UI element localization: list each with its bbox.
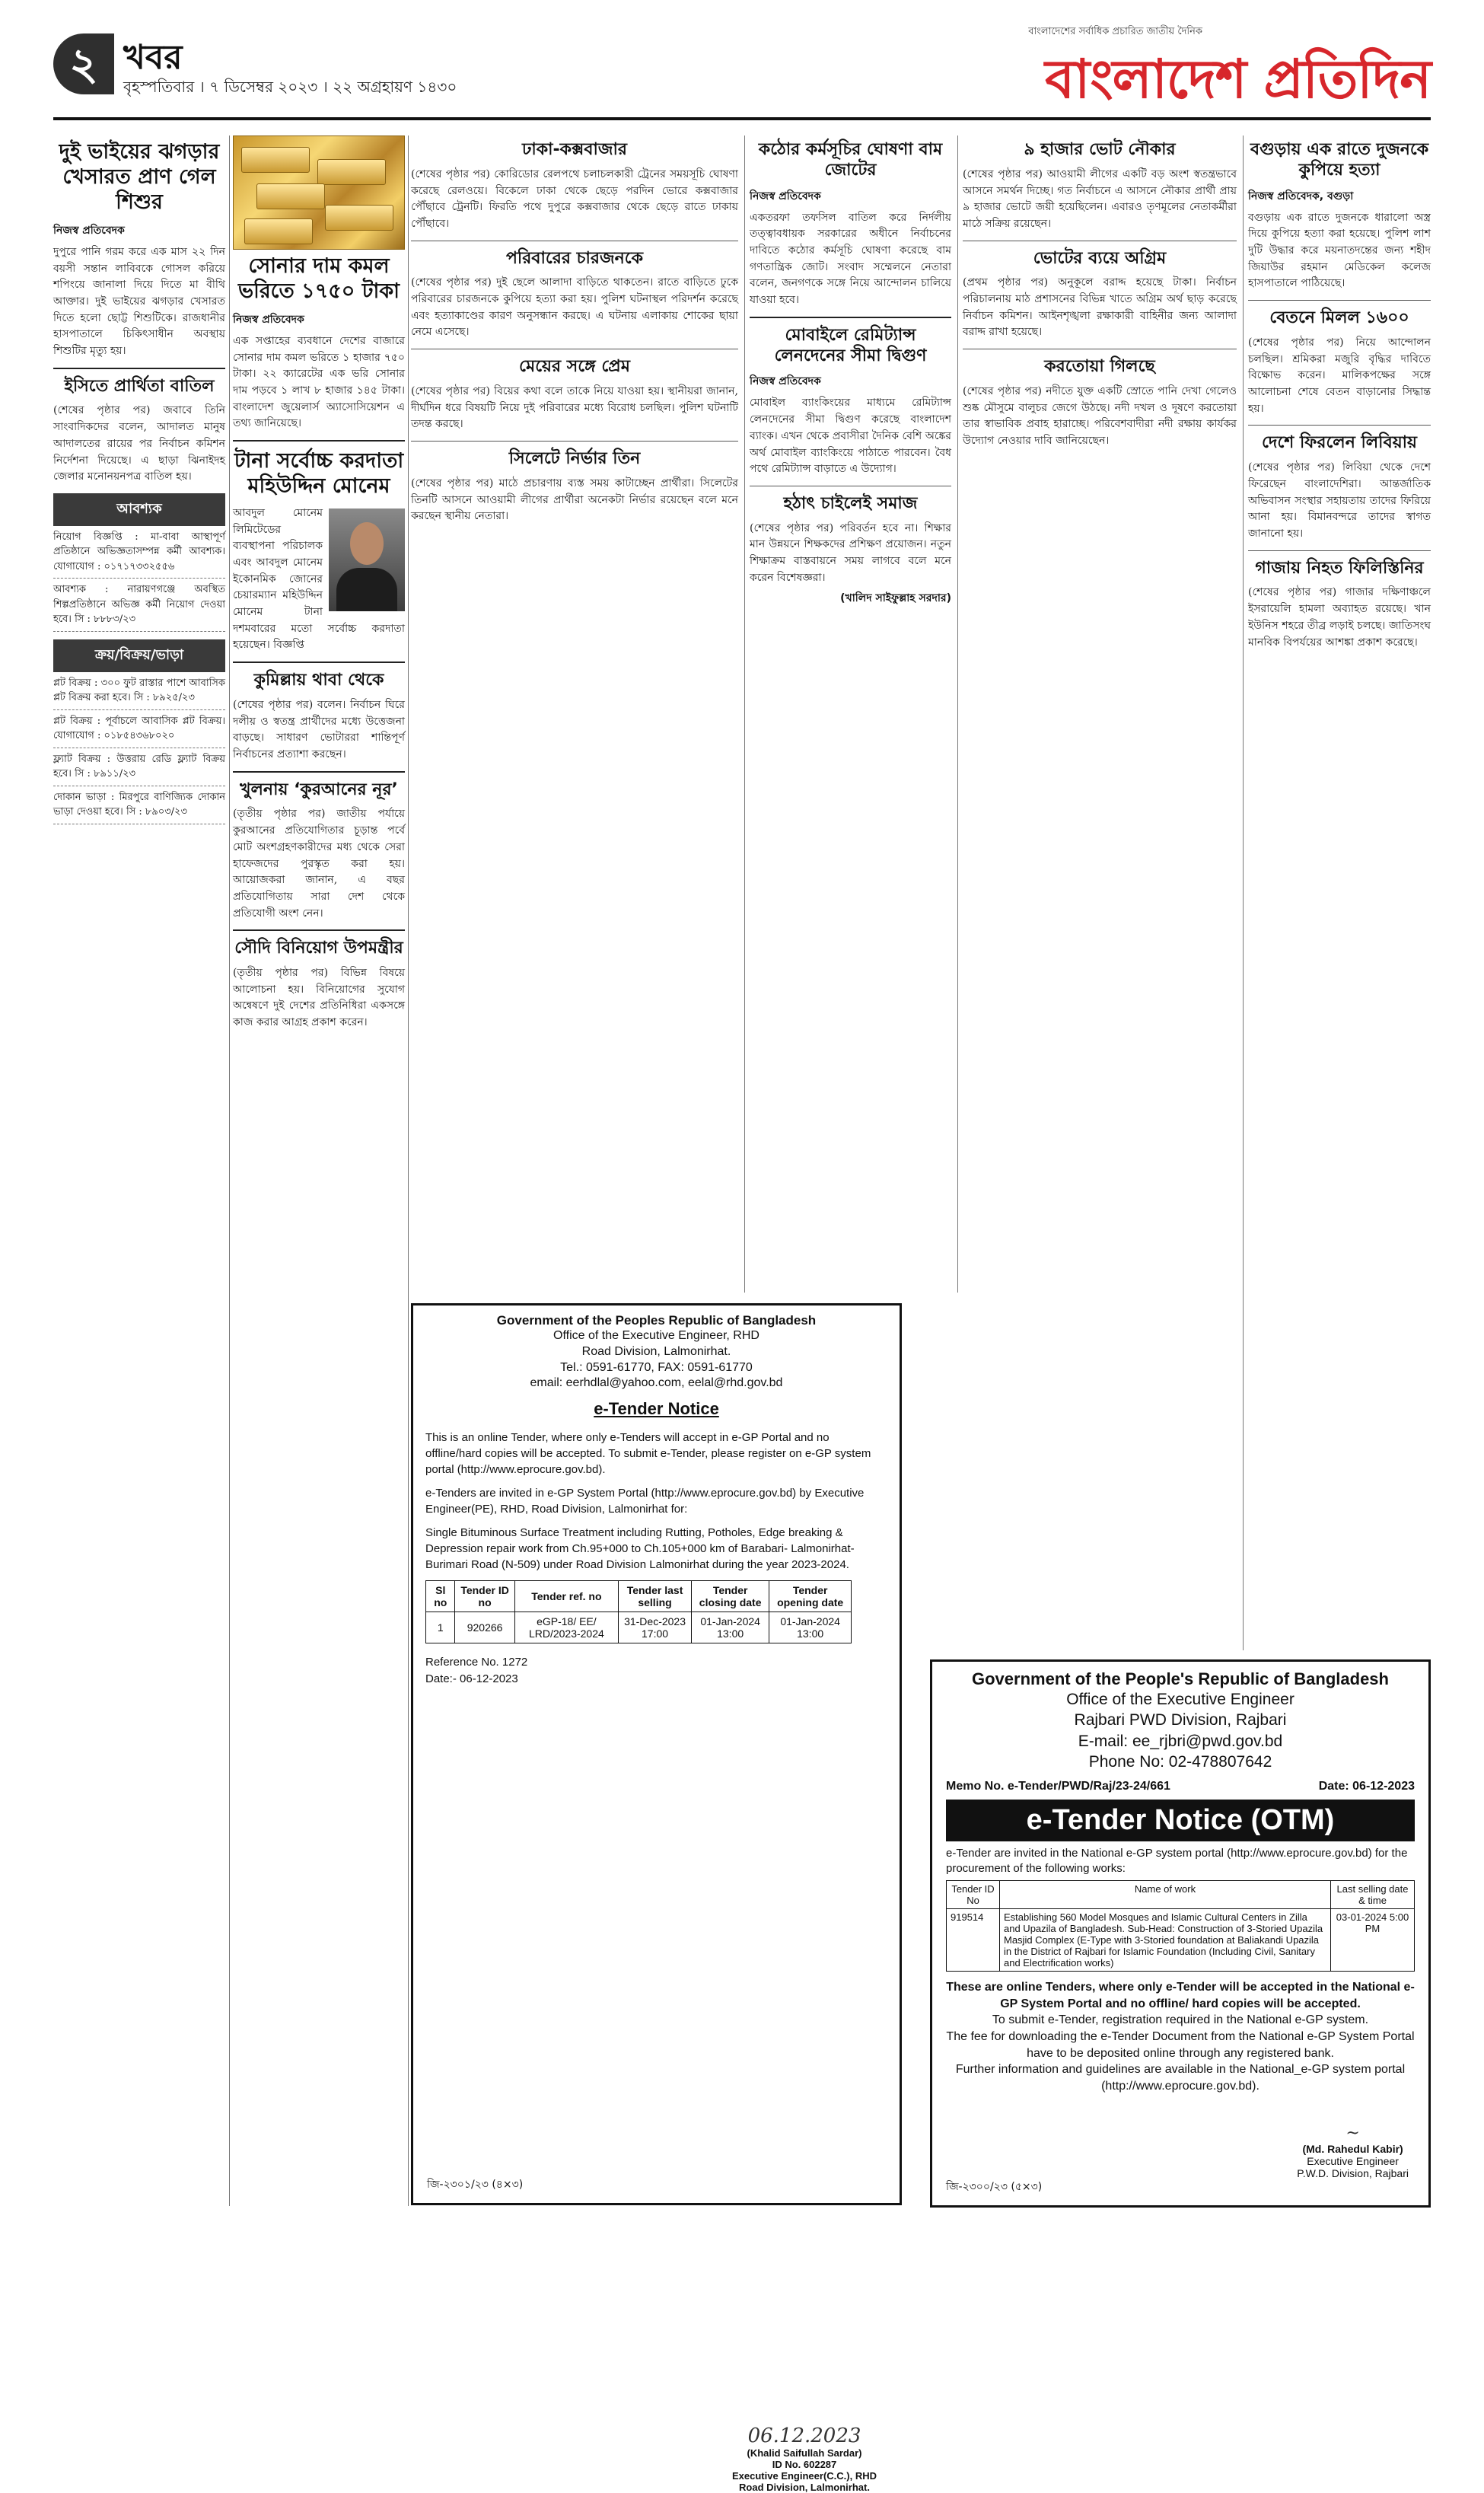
headline-brothers[interactable]: দুই ভাইয়ের ঝগড়ার খেসারত প্রাণ গেল শিশুর (59, 140, 220, 214)
headline-saudi[interactable]: সৌদি বিনিয়োগ উপমন্ত্রীর (234, 939, 403, 958)
article-comilla: (শেষের পৃষ্ঠার পর) বলেন। নির্বাচন ঘিরে দলীয় ও স্বতন্ত্র প্রার্থীদের মধ্যে উত্তেজনা বাড়ছে। সাধারণ ভোটাররা শান্তিপূর্ণ নির্বাচনের প্রত্যাশা করছেন। (233, 698, 405, 760)
tender-contact: Tel.: 0591-61770, FAX: 0591-61770 (560, 1360, 753, 1374)
classified-section-buy-sell: ক্রয়/বিক্রয়/ভাড়া (53, 639, 225, 672)
column-6 (1248, 135, 1431, 1650)
column-separator (744, 135, 745, 1293)
headline-comilla[interactable]: কুমিল্লায় থাবা থেকে (253, 671, 384, 690)
tender-note: These are online Tenders, where only e-Tender will be accepted in the National e-GP System Portal and no offline/ hard copies will be accepted. (946, 1981, 1415, 2010)
table-cell: Establishing 560 Model Mosques and Islamic Cultural Centers in Zilla and Upazila of Bangladesh. Sub-Head: Construction of 3-Storied Upazila Masjid Complex (E-Type with 3-Storied foundation at Baliakandi Upazila in the District of Rajbari for Islamic Foundation (Including Civil, Sanitary and Electrification works) (1000, 1909, 1331, 1972)
masthead-logo[interactable]: বাংলাদেশ প্রতিদিন (1045, 47, 1431, 110)
signature-block (732, 2424, 877, 2493)
tender-office: Office of the Executive Engineer, RHD (553, 1329, 760, 1342)
byline-remittance: নিজস্ব প্রতিবেদক (750, 375, 821, 388)
headline-libya[interactable]: দেশে ফিরলেন লিবিয়ায় (1261, 433, 1418, 453)
column-3 (411, 135, 738, 1293)
headline-dhaka-cox[interactable]: ঢাকা-কক্সবাজার (521, 140, 628, 159)
divider (233, 662, 405, 663)
article-dhaka-cox: (শেষের পৃষ্ঠার পর) কোরিডোর রেলপথে চলাচলকারী ট্রেনের সময়সূচি ঘোষণা করেছে রেলওয়ে। বিকেলে ঢাকা থেকে ছেড়ে পরদিন ভোরে কক্সবাজার পৌঁছাবে ট্রেনটি। ফিরতি পথে দুপুরে কক্সবাজার থেকে ছেড়ে রাতে ঢাকায় পৌঁছাবে। (411, 167, 738, 230)
signer-name: (Md. Rahedul Kabir) (1302, 2143, 1403, 2155)
tender-gov: Government of the People's Republic of Bangladesh (972, 1669, 1389, 1688)
article-salary: (শেষের পৃষ্ঠার পর) নিয়ে আন্দোলন চলছিল। শ্রমিকরা মজুরি বৃদ্ধির দাবিতে বিক্ষোভ করেন। মালিকপক্ষের সঙ্গে আলোচনা শেষে বেতন বাড়ানোর সিদ্ধান্ত হয়। (1248, 336, 1431, 415)
dateline: বৃহস্পতিবার । ৭ ডিসেম্বর ২০২৩ । ২২ অগ্রহায়ণ ১৪৩০ (123, 78, 457, 96)
tender-phone: Phone No: 02-478807642 (1088, 1752, 1272, 1771)
tender-reference: Reference No. 1272 (425, 1656, 528, 1669)
article-left-program: একতরফা তফসিল বাতিল করে নির্দলীয় তত্ত্বাবধায়ক সরকারের অধীনে নির্বাচনের দাবিতে কঠোর কর্মসূচি ঘোষণা করেছে বাম গণতান্ত্রিক জোট। সংবাদ সম্মেলনে নেতারা বলেন, জনগণকে সঙ্গে নিয়ে আন্দোলন চালিয়ে যাওয়া হবে। (750, 211, 951, 307)
headline-family[interactable]: পরিবারের চারজনকে (505, 248, 644, 268)
classified-ad: প্লট বিক্রয় : পূর্বাচলে আবাসিক প্লট বিক্রয়। যোগাযোগ : ০১৮৫৪৩৬৮০২০ (53, 710, 225, 748)
page-number: ২ (53, 33, 114, 94)
tender-date: Date:- 06-12-2023 (425, 1672, 518, 1685)
column-5 (963, 135, 1237, 1293)
signer-id: ID No. 602287 (772, 2459, 837, 2470)
article-gaza: (শেষের পৃষ্ঠার পর) গাজার দক্ষিণাঞ্চলে ইসরায়েলি হামলা অব্যাহত রয়েছে। খান ইউনিস শহরে তীব্র লড়াই চলছে। জাতিসংঘ মানবিক বিপর্যয়ের আশঙ্কা প্রকাশ করেছে। (1248, 586, 1431, 649)
tender-note: Further information and guidelines are available in the National_e-GP system portal (http://www.eprocure.gov.bd). (955, 2063, 1406, 2093)
headline-gold[interactable]: সোনার দাম কমল ভরিতে ১৭৫০ টাকা (237, 254, 400, 303)
table-header: Tender last selling (619, 1581, 692, 1612)
article-sylhet: (শেষের পৃষ্ঠার পর) মাঠে প্রচারণায় ব্যস্ত সময় কাটাচ্ছেন প্রার্থীরা। সিলেটের তিনটি আসনে আওয়ামী লীগের প্রার্থীরা অনেকটা নির্ভার রয়েছেন বলে মনে করছেন স্থানীয় নেতারা। (411, 477, 738, 523)
table-header: Tender ID no (455, 1581, 514, 1612)
byline-gold: নিজস্ব প্রতিবেদক (233, 313, 304, 326)
gold-bars-image (233, 135, 405, 250)
classified-section-wanted: আবশ্যক (53, 493, 225, 526)
classified-ad: দোকান ভাড়া : মিরপুরে বাণিজ্যিক দোকান ভাড়া দেওয়া হবে। সি : ৮৯০৩/২৩ (53, 786, 225, 824)
tender-title: e-Tender Notice (594, 1399, 719, 1419)
tender-notes (946, 1979, 1415, 2094)
column-separator (408, 135, 409, 2206)
table-header: Sl no (426, 1581, 455, 1612)
article-monem: আবদুল মোনেম লিমিটেডের ব্যবস্থাপনা পরিচালক এবং আবদুল মোনেম ইকোনমিক জোনের চেয়ারম্যান মহিউদ্দিন মোনেম টানা দশমবারের মতো সর্বোচ্চ করদাতা হয়েছেন। বিজ্ঞপ্তি (233, 506, 405, 652)
gold-bar-icon (241, 147, 310, 173)
table-cell: 1 (426, 1612, 455, 1643)
ad-code: জি-২৩০১/২৩ (৪×৩) (427, 2179, 524, 2191)
table-header: Tender opening date (769, 1581, 852, 1612)
tender-gov: Government of the Peoples Republic of Bangladesh (496, 1313, 817, 1328)
table-cell: 920266 (455, 1612, 514, 1643)
headline-remittance[interactable]: মোবাইলে রেমিট্যান্স লেনদেনের সীমা দ্বিগুণ (774, 325, 927, 365)
headline-boat[interactable]: ৯ হাজার ভোট নৌকার (1024, 140, 1176, 159)
classified-ad: প্লট বিক্রয় : ৩০০ ফুট রাস্তার পাশে আবাসিক প্লট বিক্রয় করা হবে। সি : ৮৯২৫/২৩ (53, 672, 225, 710)
portrait-face (350, 522, 384, 565)
masthead-tagline: বাংলাদেশের সর্বাধিক প্রচারিত জাতীয় দৈনিক (1028, 26, 1202, 37)
tender-para: This is an online Tender, where only e-Tenders will accept in e-GP Portal and no offline/hard copies will be accepted. To submit e-Tender, please register on e-GP system portal (http://www.eprocure.gov.bd). (425, 1431, 871, 1477)
table-cell: 919514 (947, 1909, 1000, 1972)
tender-notice-rhd (411, 1303, 902, 2493)
photo-credit: (খালিদ সাইফুল্লাহ সরদার) (840, 592, 951, 605)
table-header: Tender ID No (947, 1881, 1000, 1909)
article-remittance: মোবাইল ব্যাংকিংয়ের মাধ্যমে রেমিট্যান্স লেনদেনের সীমা দ্বিগুণ করেছে বাংলাদেশ ব্যাংক। এখন থেকে প্রবাসীরা দৈনিক বেশি অঙ্কের অর্থ মোবাইল ব্যাংকিংয়ে পাঠাতে পারবেন। বৈধ পথে রেমিট্যান্স বাড়াতে এ উদ্যোগ। (750, 397, 951, 476)
section-name: খবর (123, 38, 183, 77)
column-2 (233, 135, 405, 2206)
tender-email[interactable]: email: eerhdlal@yahoo.com, eelal@rhd.gov.bd (530, 1376, 783, 1390)
table-header: Name of work (1000, 1881, 1331, 1909)
divider (233, 771, 405, 773)
table-header: Last selling date & time (1331, 1881, 1415, 1909)
article-boat: (শেষের পৃষ্ঠার পর) আওয়ামী লীগের একটি বড় অংশ স্বতন্ত্রভাবে আসনে সমর্থন দিচ্ছে। গত নির্বাচনে এ আসনে নৌকার প্রার্থী প্রায় ৯ হাজার ভোটে জয়ী হয়েছিলেন। এবারও তৃণমূলের নেতাকর্মীরা মাঠে সক্রিয় রয়েছেন। (963, 167, 1237, 230)
article-girl: (শেষের পৃষ্ঠার পর) বিয়ের কথা বলে তাকে নিয়ে যাওয়া হয়। স্থানীয়রা জানান, দীর্ঘদিন ধরে বিষয়টি নিয়ে দুই পরিবারের মধ্যে বিরোধ চলছিল। পুলিশ ঘটনাটি তদন্ত করছে। (411, 384, 738, 431)
portrait-photo (329, 508, 405, 611)
headline-left-program[interactable]: কঠোর কর্মসূচির ঘোষণা বাম জোটের (758, 140, 943, 180)
divider (750, 317, 951, 318)
article-libya: (শেষের পৃষ্ঠার পর) লিবিয়া থেকে দেশে ফিরেছেন বাংলাদেশিরা। আন্তর্জাতিক অভিবাসন সংস্থার সহায়তায় তাদের ফিরিয়ে আনা হয়। বিমানবন্দরে তাদের স্বাগত জানানো হয়। (1248, 461, 1431, 540)
article-khulna: (তৃতীয় পৃষ্ঠার পর) জাতীয় পর্যায়ে কুরআনের প্রতিযোগিতার চূড়ান্ত পর্বে মোট অংশগ্রহণকারীদের মধ্য থেকে সেরা হাফেজদের পুরস্কৃত করা হয়। আয়োজকরা জানান, এ বছর প্রতিযোগিতায় সারা দেশ থেকে প্রতিযোগী অংশ নেন। (233, 808, 405, 920)
tender-division: Rajbari PWD Division, Rajbari (1074, 1711, 1287, 1729)
table-header: Tender closing date (692, 1581, 769, 1612)
signer-name: (Khalid Saifullah Sardar) (747, 2447, 862, 2459)
article-gold: এক সপ্তাহের ব্যবধানে দেশের বাজারে সোনার দাম কমল ভরিতে ১ হাজার ৭৫০ টাকা। ২২ ক্যারেটের এক ভরি সোনার দাম পড়বে ১ লাখ ৮ হাজার ১৪৫ টাকা। বাংলাদেশ জুয়েলার্স অ্যাসোসিয়েশন এ তথ্য জানিয়েছে। (233, 334, 405, 430)
article-bogura: বগুড়ায় এক রাতে দুজনকে ধারালো অস্ত্র দিয়ে কুপিয়ে হত্যা করা হয়েছে। পুলিশ লাশ দুটি উদ্ধার করে ময়নাতদন্তের জন্য শহীদ জিয়াউর রহমান মেডিকেল কলেজ হাসপাতালে পাঠিয়েছে। (1248, 211, 1431, 290)
handwritten-signature: 06.12.2023 (747, 2424, 861, 2447)
table-row (947, 1909, 1415, 1972)
byline-left-program: নিজস্ব প্রতিবেদক (750, 190, 821, 202)
table-cell: 01-Jan-2024 13:00 (692, 1612, 769, 1643)
byline-bogura: নিজস্ব প্রতিবেদক, বগুড়া (1248, 190, 1354, 202)
gold-bar-icon (244, 218, 313, 244)
table-cell: 01-Jan-2024 13:00 (769, 1612, 852, 1643)
gold-bar-icon (325, 205, 393, 231)
tender-para: e-Tenders are invited in e-GP System Portal (http://www.eprocure.gov.bd) by Executive Engineer(PE), RHD, Road Division, Lalmonirhat for: (425, 1487, 865, 1516)
divider (233, 440, 405, 442)
table-cell: eGP-18/ EE/ LRD/2023-2024 (514, 1612, 618, 1643)
headline-gaza[interactable]: গাজায় নিহত ফিলিস্তিনির (1255, 558, 1424, 578)
headline-advance[interactable]: ভোটের ব্যয়ে অগ্রিম (1033, 248, 1167, 268)
byline-brothers: নিজস্ব প্রতিবেদক (53, 224, 125, 237)
column-4 (750, 135, 951, 1293)
divider (411, 441, 738, 442)
article-family: (শেষের পৃষ্ঠার পর) দুই ছেলে আলাদা বাড়িতে থাকতেন। রাতে বাড়িতে ঢুকে পরিবারের চারজনকে কুপিয়ে হত্যা করা হয়। পুলিশ ঘটনাস্থল পরিদর্শন করেছে এবং হত্যাকাণ্ডের কারণ অনুসন্ধান করছে। এ ঘটনায় এলাকায় শোকের ছায়া নেমে এসেছে। (411, 276, 738, 339)
table-row (426, 1612, 852, 1643)
signer-title: Executive Engineer(C.C.), RHD (732, 2470, 877, 2482)
signer-title: Executive Engineer (1307, 2155, 1399, 2167)
headline-bogura[interactable]: বগুড়ায় এক রাতে দুজনকে কুপিয়ে হত্যা (1250, 140, 1429, 180)
headline-sudden[interactable]: হঠাৎ চাইলেই সমাজ (783, 493, 918, 513)
divider (1248, 550, 1431, 551)
memo-line (946, 1780, 1415, 1793)
divider (53, 368, 225, 369)
classified-ad: আবশ্যক : নারায়ণগঞ্জে অবস্থিত শিল্পপ্রতিষ্ঠানে অভিজ্ঞ কর্মী নিয়োগ দেওয়া হবে। সি : ৮৮৮৩/২৩ (53, 579, 225, 632)
headline-monem[interactable]: টানা সর্বোচ্চ করদাতা মহিউদ্দিন মোনেম (234, 449, 404, 498)
article-saudi: (তৃতীয় পৃষ্ঠার পর) বিভিন্ন বিষয়ে আলোচনা হয়। বিনিয়োগের সুযোগ অন্বেষণে দুই দেশের প্রতিনিধিরা একসঙ্গে কাজ করার আগ্রহ প্রকাশ করেন। (233, 967, 405, 1029)
ad-code: জি-২৩০০/২৩ (৫×৩) (946, 2181, 1043, 2193)
tender-note: To submit e-Tender, registration required in the National e-GP system. (992, 2013, 1369, 2027)
signer-office: P.W.D. Division, Rajbari (1297, 2167, 1409, 2179)
signer-office: Road Division, Lalmonirhat. (739, 2482, 870, 2493)
headline-karatoya[interactable]: করতোয়া গিলছে (1044, 357, 1155, 377)
table-cell: 31-Dec-2023 17:00 (619, 1612, 692, 1643)
divider (1248, 425, 1431, 426)
column-separator (1243, 135, 1244, 1650)
memo-number: Memo No. e-Tender/PWD/Raj/23-24/661 (946, 1780, 1170, 1793)
classified-ad: নিয়োগ বিজ্ঞপ্তি : মা-বাবা আস্থাপূর্ণ প্রতিষ্ঠানে অভিজ্ঞতাসম্পন্ন কর্মী আবশ্যক। যোগাযোগ : ০১৭১৭৩৩২৫৫৬ (53, 526, 225, 579)
divider (233, 929, 405, 931)
column-separator (229, 135, 230, 2206)
memo-date: Date: 06-12-2023 (1318, 1780, 1415, 1793)
portrait-suit (336, 568, 397, 611)
tender-email[interactable]: E-mail: ee_rjbri@pwd.gov.bd (1078, 1732, 1283, 1750)
headline-ec[interactable]: ইসিতে প্রার্থিতা বাতিল (64, 376, 215, 396)
header-rule (53, 117, 1431, 120)
classified-ad: ফ্ল্যাট বিক্রয় : উত্তরায় রেডি ফ্ল্যাট বিক্রয় হবে। সি : ৮৯১১/২৩ (53, 748, 225, 786)
article-sudden: (শেষের পৃষ্ঠার পর) পরিবর্তন হবে না। শিক্ষার মান উন্নয়নে শিক্ষকদের প্রশিক্ষণ প্রয়োজন। নতুন শিক্ষাক্রম বাস্তবায়নে সময় লাগবে বলে মনে করেন বিশেষজ্ঞরা। (750, 521, 951, 584)
tender-para: Single Bituminous Surface Treatment including Rutting, Potholes, Edge breaking & Depression repair work from Ch.95+000 to Ch.105+000 km of Barabari- Lalmonirhat- Burimari Road (N-509) under Road Division Lalmonirhat during the year 2023-2024. (425, 1526, 855, 1572)
article-karatoya: (শেষের পৃষ্ঠার পর) নদীতে যুক্ত একটি স্রোতে পানি দেখা গেলেও শুষ্ক মৌসুমে বালুচর জেগে উঠছে। নদী দখল ও দূষণে করতোয়া তার স্বাভাবিক প্রবাহ হারাচ্ছে। পরিবেশবাদীরা নদী রক্ষায় কার্যকর উদ্যোগ নেওয়ার দাবি জানিয়েছেন। (963, 384, 1237, 448)
table-header: Tender ref. no (514, 1581, 618, 1612)
signature-scribble: ~ (1345, 2124, 1360, 2143)
headline-sylhet[interactable]: সিলেটে নির্ভার তিন (508, 449, 641, 469)
tender-table (946, 1880, 1415, 1972)
tender-notice-pwd (930, 1659, 1431, 2208)
gold-bar-icon (256, 183, 325, 209)
tender-division: Road Division, Lalmonirhat. (581, 1344, 731, 1358)
tender-table (425, 1580, 852, 1643)
table-cell: 03-01-2024 5:00 PM (1331, 1909, 1415, 1972)
column-separator (957, 135, 958, 1293)
article-advance: (প্রথম পৃষ্ঠার পর) অনুকূলে বরাদ্দ হয়েছে টাকা। নির্বাচন পরিচালনায় মাঠ প্রশাসনের বিভিন্ন খাতে অগ্রিম অর্থ ছাড় করেছে নির্বাচন কমিশন। আইনশৃঙ্খলা রক্ষাকারী বাহিনীর জন্য আলাদা বরাদ্দ রাখা হয়েছে। (963, 276, 1237, 339)
headline-salary[interactable]: বেতনে মিলল ১৬০০ (1269, 308, 1409, 328)
otm-banner: e-Tender Notice (OTM) (946, 1800, 1415, 1841)
tender-office: Office of the Executive Engineer (1066, 1691, 1295, 1708)
gold-bar-icon (317, 159, 386, 185)
tender-note: The fee for downloading the e-Tender Document from the National e-GP System Portal have to be deposited online through any registered bank. (946, 2029, 1415, 2060)
article-ec: (শেষের পৃষ্ঠার পর) জবাবে তিনি সাংবাদিকদের বলেন, আদালত মানুষ আদালতের রায়ের পর নির্বাচন কমিশন নির্দেশনা দিয়েছে। এ ছাড়া ঝিনাইদহ জেলার মনোনয়নপত্র বাতিল হয়। (53, 404, 225, 483)
signature-block (1297, 2124, 1409, 2179)
otm-intro: e-Tender are invited in the National e-GP system portal (http://www.eprocure.gov.bd) for the procurement of the following works: (946, 1847, 1408, 1875)
column-1 (53, 135, 225, 2206)
headline-girl[interactable]: মেয়ের সঙ্গে প্রেম (519, 357, 630, 377)
headline-khulna[interactable]: খুলনায় ‘কুরআনের নূর’ (240, 779, 398, 799)
article-brothers: দুপুরে পানি গরম করে এক মাস ২২ দিন বয়সী সন্তান লাবিবকে গোসল করিয়ে শপিংয়ে জানালা দিয়ে দিতে মা বীথি আক্তার। দুই ভাইয়ের ঝগড়ার খেসারত দিতে হলো ছোট্ট শিশুটিকে। রাজধানীর হাসপাতালে চিকিৎসাধীন অবস্থায় শিশুটির মৃত্যু হয়। (53, 245, 225, 357)
divider (1248, 300, 1431, 301)
page-header (53, 11, 1431, 129)
